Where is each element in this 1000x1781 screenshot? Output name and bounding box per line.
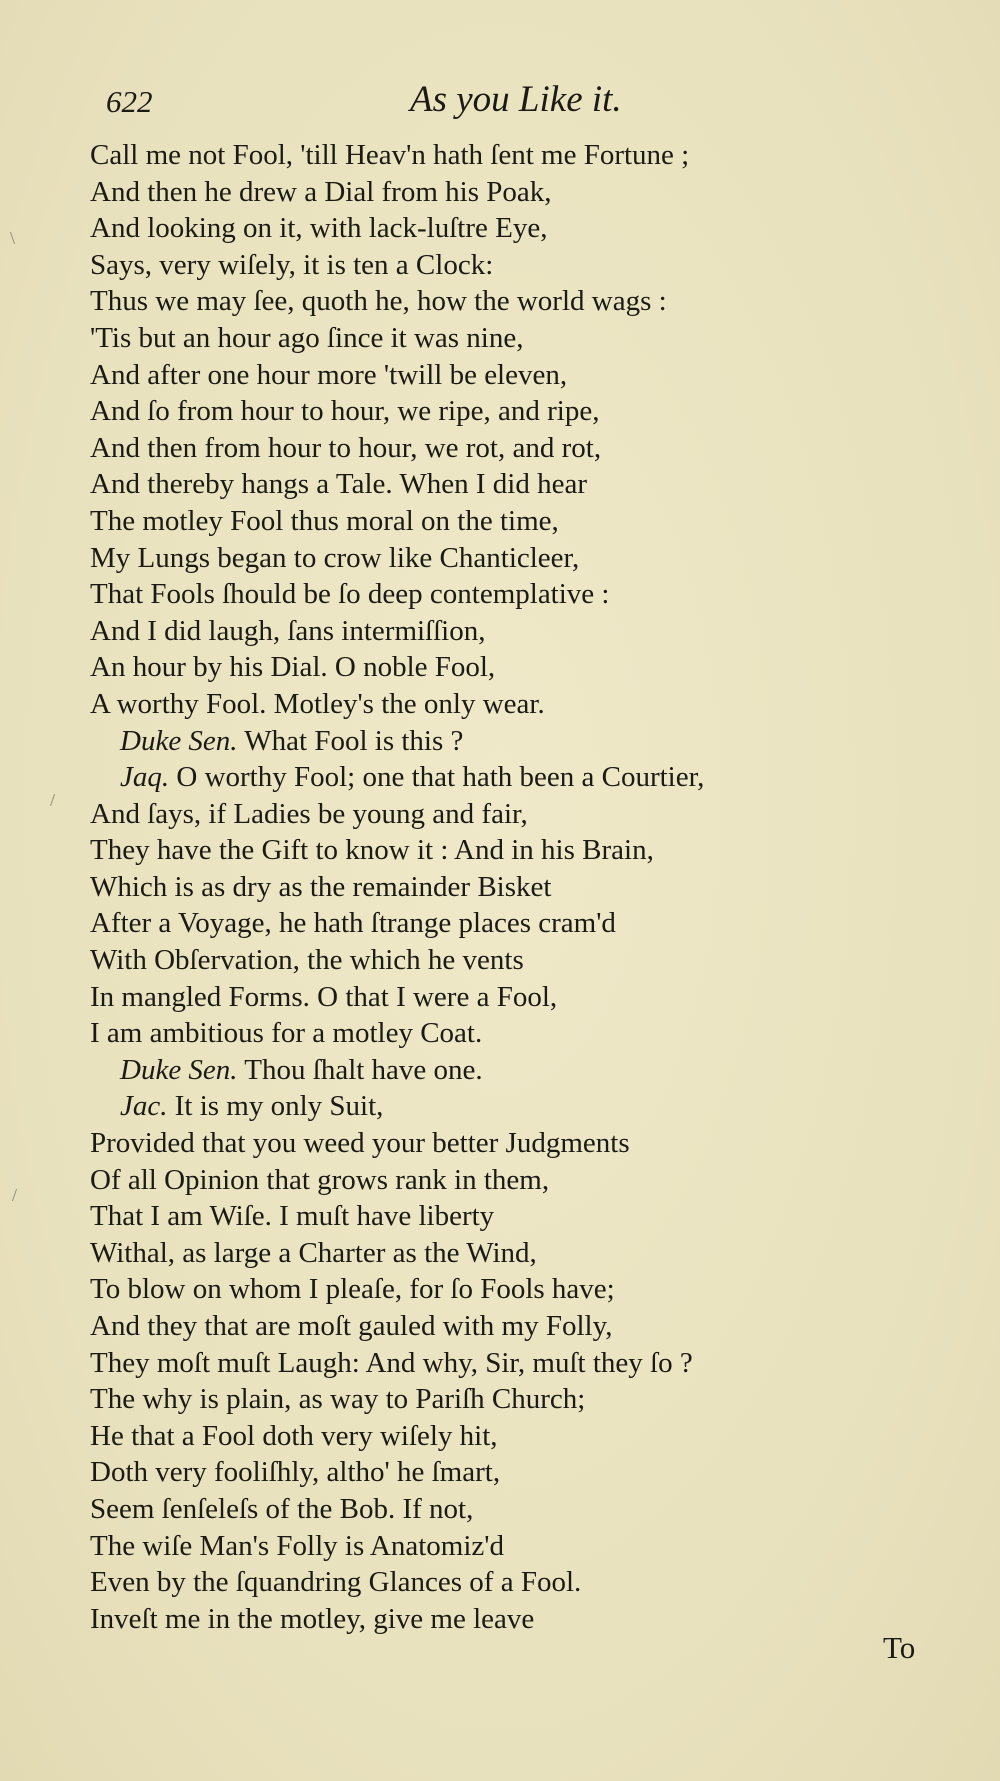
verse-line bbox=[90, 247, 970, 284]
line-text: They have the Gift to know it : And in his Brain, bbox=[90, 834, 654, 867]
verse-line bbox=[90, 686, 970, 723]
catchword: To bbox=[883, 1630, 916, 1665]
verse-line bbox=[90, 576, 970, 613]
line-text: Inveſt me in the motley, give me leave bbox=[90, 1602, 535, 1635]
paper-speck: \ bbox=[10, 228, 16, 248]
verse-line bbox=[90, 832, 970, 869]
running-title: As you Like it. bbox=[410, 79, 622, 120]
line-text: And looking on it, with lack-luſtre Eye, bbox=[90, 212, 548, 245]
verse-line bbox=[90, 1601, 970, 1638]
line-text: 'Tis but an hour ago ſince it was nine, bbox=[90, 321, 524, 354]
verse-line bbox=[90, 1125, 970, 1162]
verse-line bbox=[90, 1271, 970, 1308]
speech-heading-line bbox=[90, 1052, 970, 1089]
verse-line bbox=[90, 393, 970, 430]
speaker-name: Duke Sen. bbox=[120, 724, 238, 757]
verse-line bbox=[90, 1381, 970, 1418]
line-text: Says, very wiſely, it is ten a Clock: bbox=[90, 248, 494, 281]
line-text: It is my only Suit, bbox=[174, 1090, 384, 1123]
line-text: With Obſervation, the which he vents bbox=[90, 944, 524, 977]
verse-line bbox=[90, 1235, 970, 1272]
verse-line bbox=[90, 174, 970, 211]
verse-line bbox=[90, 466, 970, 503]
line-text: That I am Wiſe. I muſt have liberty bbox=[90, 1200, 495, 1233]
line-text: Of all Opinion that grows rank in them, bbox=[90, 1163, 550, 1196]
line-text: Provided that you weed your better Judgments bbox=[90, 1127, 630, 1160]
line-text: The why is plain, as way to Pariſh Church; bbox=[90, 1383, 586, 1416]
verse-line bbox=[90, 1308, 970, 1345]
line-text: Thus we may ſee, quoth he, how the world wags : bbox=[90, 285, 667, 318]
verse-line bbox=[90, 1198, 970, 1235]
line-text: In mangled Forms. O that I were a Fool, bbox=[90, 980, 558, 1013]
verse-line bbox=[90, 905, 970, 942]
line-text: A worthy Fool. Motley's the only wear. bbox=[90, 687, 545, 720]
page-number: 622 bbox=[106, 84, 153, 119]
verse-line bbox=[90, 430, 970, 467]
line-text: To blow on whom I pleaſe, for ſo Fools have; bbox=[90, 1273, 615, 1306]
line-text: And ſo from hour to hour, we ripe, and ripe, bbox=[90, 395, 600, 428]
speaker-name: Duke Sen. bbox=[120, 1053, 238, 1086]
verse-line bbox=[90, 1491, 970, 1528]
line-text: Call me not Fool, 'till Heav'n hath ſent me Fortune ; bbox=[90, 139, 690, 171]
line-text: And thereby hangs a Tale. When I did hear bbox=[90, 468, 587, 501]
verse-line bbox=[90, 942, 970, 979]
verse-line bbox=[90, 649, 970, 686]
paper-speck: / bbox=[12, 1185, 18, 1205]
verse-line bbox=[90, 1564, 970, 1601]
verse-line bbox=[90, 1162, 970, 1199]
verse-line bbox=[90, 503, 970, 540]
verse-line bbox=[90, 320, 970, 357]
verse-line bbox=[90, 283, 970, 320]
line-text: Doth very fooliſhly, altho' he ſmart, bbox=[90, 1456, 501, 1489]
speaker-name: Jac. bbox=[120, 1090, 168, 1123]
line-text: The motley Fool thus moral on the time, bbox=[90, 504, 559, 537]
line-text: And ſays, if Ladies be young and fair, bbox=[90, 797, 528, 830]
line-text: That Fools ſhould be ſo deep contemplative : bbox=[90, 578, 610, 611]
paper-speck: / bbox=[50, 790, 56, 810]
line-text: And then from hour to hour, we rot, and rot, bbox=[90, 431, 602, 464]
line-text: Which is as dry as the remainder Bisket bbox=[90, 870, 552, 903]
line-text: And after one hour more 'twill be eleven, bbox=[90, 358, 568, 391]
verse-line bbox=[90, 540, 970, 577]
verse-line bbox=[90, 1528, 970, 1565]
verse-line bbox=[90, 796, 970, 833]
line-text: And they that are moſt gauled with my Folly, bbox=[90, 1310, 613, 1342]
verse-text bbox=[90, 137, 970, 1637]
line-text: They moſt muſt Laugh: And why, Sir, muſt they ſo ? bbox=[90, 1346, 693, 1379]
verse-line bbox=[90, 210, 970, 247]
line-text: I am ambitious for a motley Coat. bbox=[90, 1017, 483, 1050]
line-text: My Lungs began to crow like Chanticleer, bbox=[90, 541, 580, 574]
line-text: Thou ſhalt have one. bbox=[244, 1053, 483, 1086]
verse-line bbox=[90, 1454, 970, 1491]
line-text: And I did laugh, ſans intermiſſion, bbox=[90, 614, 486, 647]
line-text: O worthy Fool; one that hath been a Courtier, bbox=[176, 761, 705, 794]
verse-line bbox=[90, 1015, 970, 1052]
verse-line bbox=[90, 1345, 970, 1382]
line-text: After a Voyage, he hath ſtrange places cram'd bbox=[90, 907, 616, 940]
verse-line bbox=[90, 1418, 970, 1455]
speech-heading-line bbox=[90, 723, 970, 760]
line-text: And then he drew a Dial from his Poak, bbox=[90, 175, 552, 208]
page-header bbox=[0, 78, 1000, 128]
verse-line bbox=[90, 869, 970, 906]
line-text: Even by the ſquandring Glances of a Fool. bbox=[90, 1566, 582, 1599]
line-text: He that a Fool doth very wiſely hit, bbox=[90, 1419, 498, 1452]
line-text: An hour by his Dial. O noble Fool, bbox=[90, 651, 496, 684]
speech-heading-line bbox=[90, 759, 970, 796]
verse-line bbox=[90, 613, 970, 650]
line-text: Withal, as large a Charter as the Wind, bbox=[90, 1236, 537, 1269]
verse-line bbox=[90, 357, 970, 394]
speech-heading-line bbox=[90, 1088, 970, 1125]
speaker-name: Jaq. bbox=[120, 761, 170, 794]
line-text: What Fool is this ? bbox=[244, 724, 464, 757]
verse-line bbox=[90, 137, 970, 174]
line-text: Seem ſenſeleſs of the Bob. If not, bbox=[90, 1492, 474, 1525]
line-text: The wiſe Man's Folly is Anatomiz'd bbox=[90, 1529, 505, 1562]
verse-line bbox=[90, 979, 970, 1016]
